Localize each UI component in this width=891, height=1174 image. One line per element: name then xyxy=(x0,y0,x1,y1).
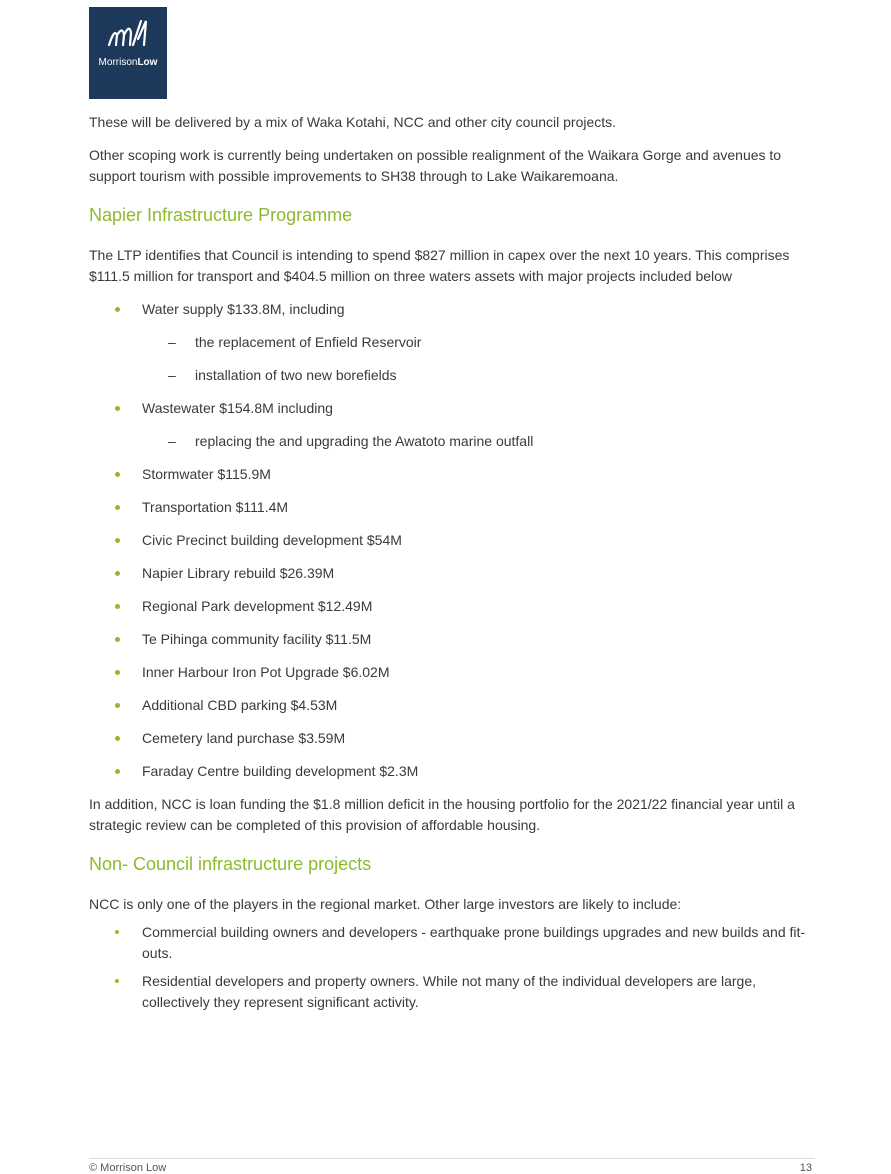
section1-closing-paragraph: In addition, NCC is loan funding the $1.8 million deficit in the housing portfolio for the 2021/22 financial year until a strategic review can be completed of this provision of affordable housing. xyxy=(89,796,795,833)
water-supply-sublist xyxy=(89,332,815,386)
list-item xyxy=(89,662,815,683)
sub-list-item xyxy=(89,365,815,386)
list-item-text: Water supply $133.8M, including xyxy=(142,301,345,317)
sub-list-item-text: installation of two new borefields xyxy=(195,367,397,383)
list-item xyxy=(89,299,815,320)
logo-brand-first: Morrison xyxy=(98,57,138,68)
sub-list-item-text: replacing the and upgrading the Awatoto marine outfall xyxy=(195,433,534,449)
intro-paragraph-2: Other scoping work is currently being undertaken on possible realignment of the Waikara Gorge and avenues to support tourism with possible improvements to SH38 through to Lake Waikaremoana. xyxy=(89,147,782,184)
list-item-text: Residential developers and property owners. While not many of the individual developers are large, collectively they represent significant activity. xyxy=(142,973,757,1010)
logo-wordmark xyxy=(99,57,158,68)
bullet-icon xyxy=(115,571,120,576)
logo-brand-second: Low xyxy=(137,57,158,68)
list-item-text: Napier Library rebuild $26.39M xyxy=(142,565,335,581)
list-item-text: Wastewater $154.8M including xyxy=(142,400,333,416)
page-number: 13 xyxy=(799,1162,812,1174)
list-item xyxy=(89,398,815,419)
intro-paragraph-1: These will be delivered by a mix of Waka Kotahi, NCC and other city council projects. xyxy=(89,114,617,130)
section2-paragraph: NCC is only one of the players in the regional market. Other large investors are likely to include: xyxy=(89,896,682,912)
morrison-low-logo xyxy=(89,7,167,99)
list-item-text: Te Pihinga community facility $11.5M xyxy=(142,631,372,647)
bullet-icon xyxy=(115,769,120,774)
list-item xyxy=(89,530,815,551)
list-item xyxy=(89,596,815,617)
list-item xyxy=(89,464,815,485)
list-item-text: Regional Park development $12.49M xyxy=(142,598,373,614)
sub-list-item-text: the replacement of Enfield Reservoir xyxy=(195,334,422,350)
list-item xyxy=(89,922,815,964)
bullet-icon xyxy=(115,736,120,741)
list-item xyxy=(89,971,815,1013)
bullet-icon xyxy=(115,604,120,609)
capex-project-list xyxy=(89,299,815,320)
list-item-text: Stormwater $115.9M xyxy=(142,466,271,482)
list-item xyxy=(89,629,815,650)
bullet-icon xyxy=(115,703,120,708)
bullet-icon xyxy=(115,670,120,675)
list-item xyxy=(89,728,815,749)
investor-list xyxy=(89,922,815,1013)
footer-copyright: © Morrison Low xyxy=(89,1162,167,1174)
section1-paragraph: The LTP identifies that Council is intending to spend $827 million in capex over the next 10 years. This comprises $111.5 million for transport and $404.5 million on three waters assets with major projects included below xyxy=(89,247,790,284)
list-item xyxy=(89,695,815,716)
bullet-icon xyxy=(115,930,119,934)
sub-list-item xyxy=(89,431,815,452)
sub-list-item xyxy=(89,332,815,353)
list-item xyxy=(89,563,815,584)
list-item-text: Cemetery land purchase $3.59M xyxy=(142,730,346,746)
list-item-text: Civic Precinct building development $54M xyxy=(142,532,402,548)
bullet-icon xyxy=(115,979,119,983)
section-heading-napier-infrastructure: Napier Infrastructure Programme xyxy=(89,205,353,225)
bullet-icon xyxy=(115,406,120,411)
list-item-text: Commercial building owners and developers - earthquake prone buildings upgrades and new builds and fit-outs. xyxy=(142,924,806,961)
bullet-icon xyxy=(115,637,120,642)
wastewater-sublist xyxy=(89,431,815,452)
bullet-icon xyxy=(115,472,120,477)
list-item-text: Additional CBD parking $4.53M xyxy=(142,697,338,713)
page-content xyxy=(89,112,815,1013)
list-item xyxy=(89,497,815,518)
bullet-icon xyxy=(115,538,120,543)
bullet-icon xyxy=(115,307,120,312)
dash-icon: – xyxy=(168,367,176,383)
dash-icon: – xyxy=(168,334,176,350)
list-item xyxy=(89,761,815,782)
section-heading-non-council: Non- Council infrastructure projects xyxy=(89,854,372,874)
capex-project-list-rest xyxy=(89,464,815,782)
list-item-text: Inner Harbour Iron Pot Upgrade $6.02M xyxy=(142,664,390,680)
capex-project-list-cont xyxy=(89,398,815,419)
bullet-icon xyxy=(115,505,120,510)
list-item-text: Faraday Centre building development $2.3M xyxy=(142,763,419,779)
logo-mark-icon xyxy=(105,17,151,51)
dash-icon: – xyxy=(168,433,176,449)
footer-divider xyxy=(89,1158,815,1159)
list-item-text: Transportation $111.4M xyxy=(142,499,289,515)
